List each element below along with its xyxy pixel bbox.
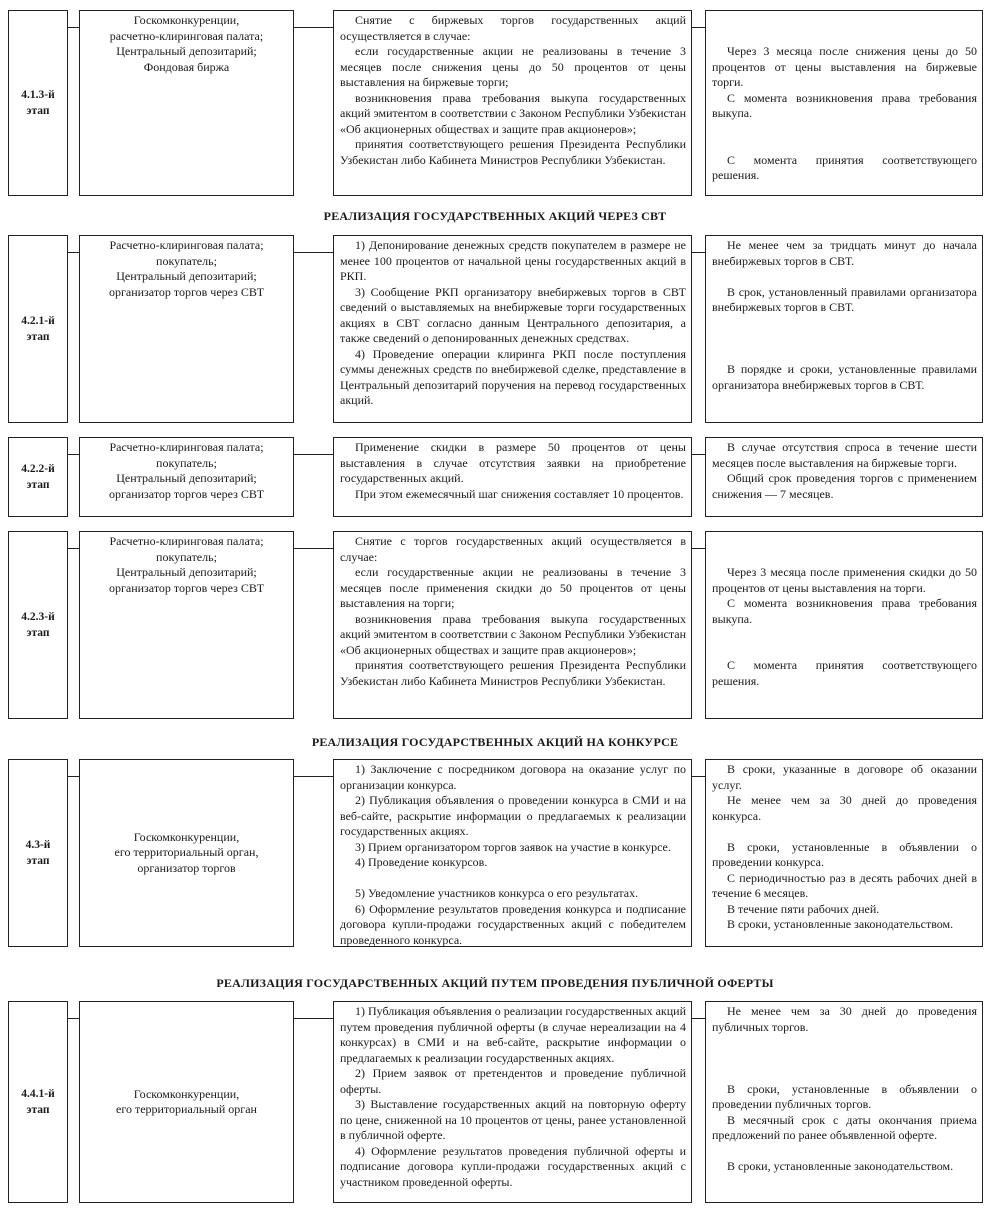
stage-number: 4.2.2-й [21, 463, 55, 475]
actions-box [333, 531, 692, 719]
connector-line [294, 454, 333, 455]
actions-box [333, 10, 692, 196]
connector-line [294, 548, 333, 549]
stage-word: этап [26, 627, 50, 639]
connector-line [692, 776, 705, 777]
stage-number: 4.2.1-й [21, 315, 55, 327]
term-item: В сроки, указанные в договоре об оказании услуг. [712, 762, 977, 792]
actor: Госкомконкуренции, [133, 1086, 240, 1101]
term-item: Не менее чем за 30 дней до проведения публичных торгов. [712, 1004, 977, 1034]
section-heading-offer: РЕАЛИЗАЦИЯ ГОСУДАРСТВЕННЫХ АКЦИЙ ПУТЕМ ПРОВЕДЕНИЯ ПУБЛИЧНОЙ ОФЕРТЫ [216, 976, 774, 990]
connector-line [294, 252, 333, 253]
action-item: если государственные акции не реализованы в течение 3 месяцев после снижения цены до 50 процентов от цены выставления на биржевые торги; [340, 44, 686, 89]
actor: Расчетно-клиринговая палата; [109, 440, 264, 454]
stage-number: 4.4.1-й [21, 1088, 55, 1100]
actor: Центральный депозитарий; [116, 471, 257, 485]
term-item: С момента принятия соответствующего решения. [712, 658, 977, 688]
connector-line [692, 27, 705, 28]
action-item: 4) Проведение операции клиринга РКП после поступления суммы денежных средств по внебиржевой сделке, представление в Центральный депозитарий поручения на перевод государственных акций. [340, 346, 686, 407]
term-item: В месячный срок с даты окончания приема предложений по ранее объявленной оферте. [712, 1112, 977, 1142]
stage-number: 4.1.3-й [21, 89, 55, 101]
term-item: В срок, установленный правилами организатора внебиржевых торгов в СВТ. [712, 284, 977, 314]
connector-line [68, 252, 79, 253]
connector-line [692, 548, 705, 549]
terms-box [705, 759, 983, 947]
term-item: В течение пяти рабочих дней. [727, 901, 880, 916]
stage-number: 4.3-й [25, 839, 51, 851]
connector-line [692, 454, 705, 455]
stage-word: этап [26, 331, 50, 343]
action-item: 3) Выставление государственных акций на повторную оферту по цене, сниженной на 10 процентов от цены, ранее установленной в публичной оферте. [340, 1097, 686, 1142]
actions-box [333, 759, 692, 947]
stage-label [8, 10, 68, 196]
connector-line [692, 252, 705, 253]
actors-box [79, 759, 294, 947]
terms-box [705, 437, 983, 517]
actors-box [79, 235, 294, 423]
connector-line [68, 454, 79, 455]
actor: его территориальный орган [116, 1102, 257, 1116]
actor: Центральный депозитарий; [116, 269, 257, 283]
stage-4-1-3 [0, 0, 990, 200]
connector-line [68, 27, 79, 28]
connector-line [294, 1018, 333, 1019]
term-item: С момента возникновения права требования выкупа. [712, 596, 977, 626]
action-item: возникновения права требования выкупа государственных акций эмитентом в соответствии с Законом Республики Узбекистан «Об акционерных обществах и защите прав акционеров»; [340, 611, 686, 657]
actors-box [79, 531, 294, 719]
action-item: 1) Заключение с посредником договора на оказание услуг по организации конкурса. [340, 762, 686, 792]
term-item: В сроки, установленные законодательством. [727, 1159, 954, 1173]
action-item: 2) Прием заявок от претендентов и проведение публичной оферты. [340, 1066, 686, 1096]
actor: организатор торгов через СВТ [108, 284, 265, 299]
term-item: С периодичностью раз в десять рабочих дней в течение 6 месяцев. [712, 870, 977, 900]
term-item: С момента возникновения права требования выкупа. [712, 90, 977, 120]
connector-line [294, 27, 333, 28]
actors-box [79, 10, 294, 196]
action-item: 4) Проведение конкурсов. [355, 855, 488, 869]
actor: организатор торгов [137, 860, 236, 875]
actor: покупатель; [156, 549, 217, 564]
connector-line [68, 548, 79, 549]
connector-line [294, 776, 333, 777]
stage-label [8, 437, 68, 517]
action-item: Снятие с биржевых торгов государственных акций осуществляется в случае: [340, 13, 686, 43]
stage-number: 4.2.3-й [21, 611, 55, 623]
actor: Госкомконкуренции, [133, 13, 240, 27]
term-item: В порядке и сроки, установленные правилами организатора внебиржевых торгов в СВТ. [712, 362, 977, 392]
stage-label [8, 235, 68, 423]
term-item: В сроки, установленные в объявлении о проведении публичных торгов. [712, 1081, 977, 1111]
action-item: 3) Сообщение РКП организатору внебиржевых торгов в СВТ сведений о выставляемых на внебиржевые торги государственных акциях в СВТ согласно данным Центрального депозитария, а также сведений о депонированных денежных средствах. [340, 284, 686, 345]
term-item: В сроки, установленные законодательством. [727, 917, 954, 931]
actor: покупатель; [156, 253, 217, 268]
section-heading-svt: РЕАЛИЗАЦИЯ ГОСУДАРСТВЕННЫХ АКЦИЙ ЧЕРЕЗ СВТ [323, 209, 667, 223]
connector-line [68, 1018, 79, 1019]
term-item: Не менее чем за тридцать минут до начала внебиржевых торгов в СВТ. [712, 238, 977, 268]
actor: расчетно-клиринговая палата; [109, 28, 264, 43]
term-item: В сроки, установленные в объявлении о проведении конкурса. [712, 839, 977, 869]
action-item: если государственные акции не реализованы в течение 3 месяцев после применения скидки до 50 процентов от цены выставления на торги; [340, 565, 686, 610]
section-heading-contest: РЕАЛИЗАЦИЯ ГОСУДАРСТВЕННЫХ АКЦИЙ НА КОНКУРСЕ [311, 735, 679, 749]
actors-box [79, 437, 294, 517]
terms-box [705, 235, 983, 423]
actor: Центральный депозитарий; [116, 565, 257, 579]
actions-box [333, 235, 692, 423]
action-item: 6) Оформление результатов проведения конкурса и подписание договора купли-продажи государственных акций с победителем проведенного конкурса. [340, 901, 686, 947]
action-item: 3) Прием организатором торгов заявок на участие в конкурсе. [355, 839, 671, 854]
term-item: Общий срок проведения торгов с применением снижения — 7 месяцев. [712, 471, 977, 501]
actor: Расчетно-клиринговая палата; [109, 534, 264, 548]
actions-box [333, 437, 692, 517]
stage-word: этап [26, 479, 50, 491]
actor: Госкомконкуренции, [133, 829, 240, 844]
actor: организатор торгов через СВТ [108, 580, 265, 595]
action-item: 4) Оформление результатов проведения публичной оферты и подписание договора купли-продажи государственных акций с участником проведенной оферты. [340, 1143, 686, 1189]
action-item: 5) Уведомление участников конкурса о его результатах. [355, 886, 639, 900]
actor: покупатель; [156, 455, 217, 470]
terms-box [705, 10, 983, 196]
actor: Фондовая биржа [143, 59, 230, 74]
actor: его территориальный орган, [114, 845, 259, 860]
action-item: 1) Депонирование денежных средств покупателем в размере не менее 100 процентов от начальной цены государственных акций в РКП. [340, 238, 686, 283]
actor: Центральный депозитарий; [116, 44, 257, 58]
action-item: принятия соответствующего решения Президента Республики Узбекистан либо Кабинета Министров Республики Узбекистан. [340, 658, 686, 688]
term-item: Через 3 месяца после применения скидки до 50 процентов от цены выставления на торги. [712, 565, 977, 595]
action-item: Снятие с торгов государственных акций осуществляется в случае: [340, 534, 686, 564]
connector-line [692, 1018, 705, 1019]
actors-box [79, 1001, 294, 1203]
stage-label [8, 1001, 68, 1203]
action-item: принятия соответствующего решения Президента Республики Узбекистан либо Кабинета Министров Республики Узбекистан. [340, 137, 686, 167]
action-item: Применение скидки в размере 50 процентов от цены выставления в случае отсутствия заявки на приобретение государственных акций. [340, 440, 686, 485]
action-item: При этом ежемесячный шаг снижения составляет 10 процентов. [355, 486, 684, 501]
stage-word: этап [26, 105, 50, 117]
stage-label [8, 759, 68, 947]
stage-label [8, 531, 68, 719]
actor: Расчетно-клиринговая палата; [109, 238, 264, 252]
actions-box [333, 1001, 692, 1203]
terms-box [705, 531, 983, 719]
term-item: Не менее чем за 30 дней до проведения конкурса. [712, 793, 977, 823]
action-item: возникновения права требования выкупа государственных акций эмитентом в соответствии с Законом Республики Узбекистан «Об акционерных обществах и защите прав акционеров»; [340, 90, 686, 136]
connector-line [68, 776, 79, 777]
terms-box [705, 1001, 983, 1203]
term-item: В случае отсутствия спроса в течение шести месяцев после выставления на биржевые торги. [712, 440, 977, 470]
stage-word: этап [26, 855, 50, 867]
action-item: 2) Публикация объявления о проведении конкурса в СМИ и на веб-сайте, раскрытие информации о предлагаемых к реализации государственных акциях. [340, 793, 686, 838]
term-item: С момента принятия соответствующего решения. [712, 152, 977, 182]
actor: организатор торгов через СВТ [108, 486, 265, 501]
term-item: Через 3 месяца после снижения цены до 50 процентов от цены выставления на биржевые торги. [712, 44, 977, 89]
action-item: 1) Публикация объявления о реализации государственных акций путем проведения публичной оферты (в случае нереализации на 4 конкурсах) в СМИ и на веб-сайте, раскрытие информации о предлагаемых к реализации государственных акциях. [340, 1004, 687, 1065]
stage-word: этап [26, 1104, 50, 1116]
